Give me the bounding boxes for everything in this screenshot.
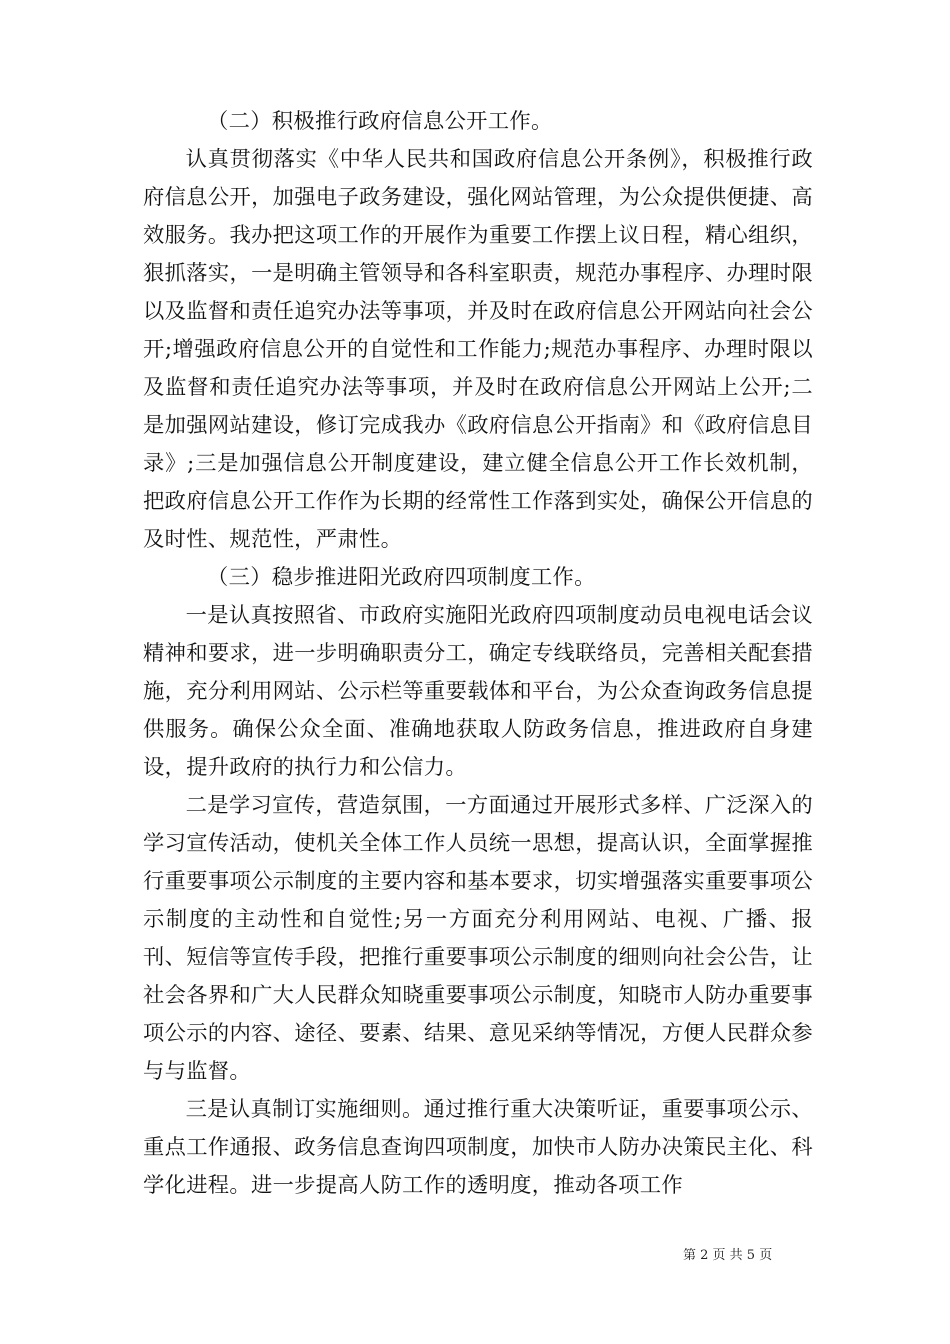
paragraph-four-systems-2: 二是学习宣传，营造氛围，一方面通过开展形式多样、广泛深入的学习宣传活动，使机关全体工作人员统一思想，提高认识，全面掌握推行重要事项公示制度的主要内容和基本要求，切实增强落实重要事项公示制度的主动性和自觉性;另一方面充分利用网站、电视、广播、报刊、短信等宣传手段，把推行重要事项公示制度的细则向社会公告，让社会各界和广大人民群众知晓重要事项公示制度，知晓市人防办重要事项公示的内容、途径、要素、结果、意见采纳等情况，方便人民群众参与与监督。 <box>143 793 813 1084</box>
section-heading-2: （二）积极推行政府信息公开工作。 <box>207 109 553 134</box>
page-number: 第 2 页 共 5 页 <box>683 1248 773 1263</box>
section-heading-3: （三）稳步推进阳光政府四项制度工作。 <box>207 565 596 590</box>
document-body <box>143 103 813 1205</box>
paragraph-four-systems-3: 三是认真制订实施细则。通过推行重大决策听证，重要事项公示、重点工作通报、政务信息查询四项制度，加快市人防办决策民主化、科学化进程。进一步提高人防工作的透明度，推动各项工作 <box>143 1097 813 1198</box>
paragraph-four-systems-1: 一是认真按照省、市政府实施阳光政府四项制度动员电视电话会议精神和要求，进一步明确职责分工，确定专线联络员，完善相关配套措施，充分利用网站、公示栏等重要载体和平台，为公众查询政务信息提供服务。确保公众全面、准确地获取人防政务信息，推进政府自身建设，提升政府的执行力和公信力。 <box>143 603 813 780</box>
paragraph-info-disclosure: 认真贯彻落实《中华人民共和国政府信息公开条例》，积极推行政府信息公开，加强电子政务建设，强化网站管理，为公众提供便捷、高效服务。我办把这项工作的开展作为重要工作摆上议日程，精心组织，狠抓落实，一是明确主管领导和各科室职责，规范办事程序、办理时限以及监督和责任追究办法等事项，并及时在政府信息公开网站向社会公开;增强政府信息公开的自觉性和工作能力;规范办事程序、办理时限以及监督和责任追究办法等事项，并及时在政府信息公开网站上公开;二是加强网站建设，修订完成我办《政府信息公开指南》和《政府信息目录》;三是加强信息公开制度建设，建立健全信息公开工作长效机制，把政府信息公开工作作为长期的经常性工作落到实处，确保公开信息的及时性、规范性，严肃性。 <box>143 147 813 552</box>
